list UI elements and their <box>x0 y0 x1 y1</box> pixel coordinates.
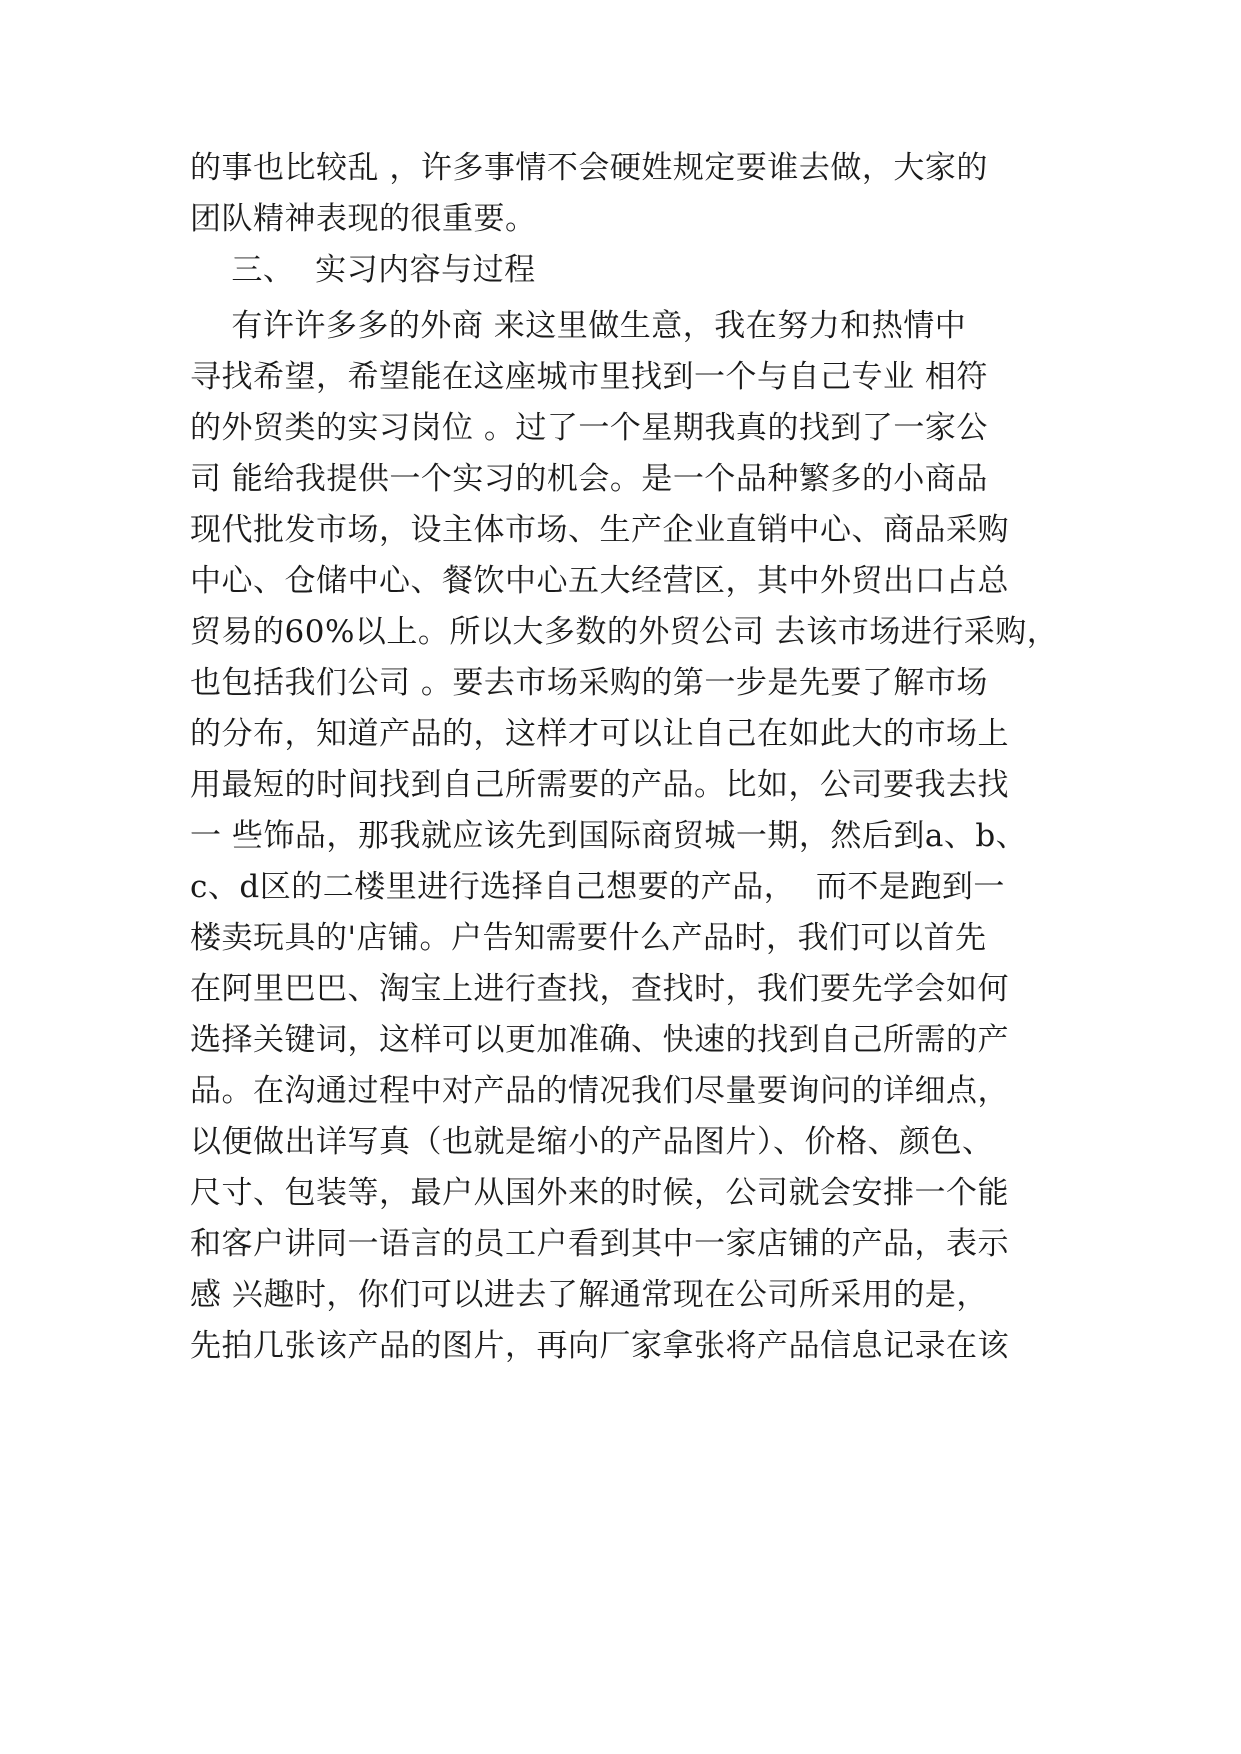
text-line: 用最短的时间找到自己所需要的产品。比如，公司要我去找 <box>190 767 1009 803</box>
text-line: 尺寸、包装等，最户从国外来的时候，公司就会安排一个能 <box>190 1175 1009 1211</box>
text-line: 现代批发市场，设主体市场、生产企业直销中心、商品采购 <box>190 512 1009 548</box>
text-line: 一 些饰品，那我就应该先到国际商贸城一期，然后到a、b、 <box>190 818 1028 854</box>
text-line: 的外贸类的实习岗位 。过了一个星期我真的找到了一家公 <box>190 410 988 446</box>
text-line: 贸易的60%以上。所以大多数的外贸公司 去该市场进行采购， <box>190 614 1059 650</box>
text-line: 品。在沟通过程中对产品的情况我们尽量要询问的详细点， <box>190 1073 1009 1109</box>
text-line: 也包括我们公司 。要去市场采购的第一步是先要了解市场 <box>190 665 988 701</box>
text-line: 感 兴趣时，你们可以进去了解通常现在公司所采用的是， <box>190 1277 988 1313</box>
text-line: 有许许多多的外商 来这里做生意，我在努力和热情中 <box>190 308 967 344</box>
text-line: 和客户讲同一语言的员工户看到其中一家店铺的产品，表示 <box>190 1226 1009 1262</box>
text-line: 的分布，知道产品的，这样才可以让自己在如此大的市场上 <box>190 716 1009 752</box>
text-line: 的事也比较乱 ，许多事情不会硬姓规定要谁去做，大家的 <box>190 150 988 186</box>
text-line: 司 能给我提供一个实习的机会。是一个品种繁多的小商品 <box>190 461 988 497</box>
text-line: 以便做出详写真（也就是缩小的产品图片）、价格、颜色、 <box>190 1124 994 1160</box>
text-line: 选择关键词，这样可以更加准确、快速的找到自己所需的产 <box>190 1022 1009 1058</box>
text-line: 寻找希望，希望能在这座城市里找到一个与自己专业 相符 <box>190 359 988 395</box>
text-line: 楼卖玩具的'店铺。户告知需要什么产品时，我们可以首先 <box>190 920 987 956</box>
section-heading: 三、 实习内容与过程 <box>190 252 536 288</box>
text-line: 在阿里巴巴、淘宝上进行查找，查找时，我们要先学会如何 <box>190 971 1009 1007</box>
text-line: 中心、仓储中心、餐饮中心五大经营区，其中外贸出口占总 <box>190 563 1009 599</box>
text-line: 团队精神表现的很重要。 <box>190 201 537 237</box>
text-line: 先拍几张该产品的图片，再向厂家拿张将产品信息记录在该 <box>190 1328 1009 1364</box>
text-line: c、d区的二楼里进行选择自己想要的产品， 而不是跑到一 <box>190 869 1005 905</box>
